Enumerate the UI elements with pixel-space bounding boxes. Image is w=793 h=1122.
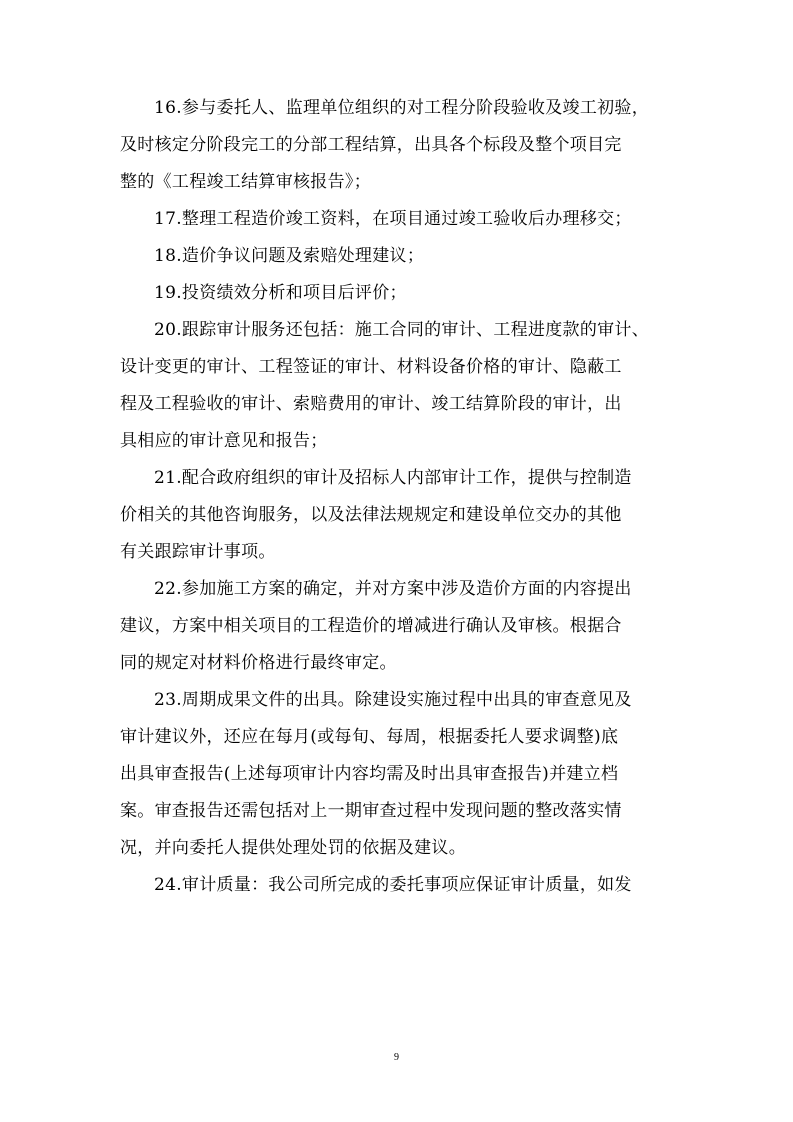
text-line: 具相应的审计意见和报告；: [120, 431, 328, 451]
text-line: 24.审计质量：我公司所完成的委托事项应保证审计质量，如发: [154, 875, 632, 895]
text-line: 同的规定对材料价格进行最终审定。: [120, 653, 397, 673]
text-line: 20.跟踪审计服务还包括：施工合同的审计、工程进度款的审计、: [154, 320, 650, 340]
paragraph-23: [120, 682, 680, 867]
text-line: 整的《工程竣工结算审核报告》；: [120, 172, 371, 192]
text-line: 况，并向委托人提供处理处罚的依据及建议。: [120, 838, 466, 858]
text-line: 19.投资绩效分析和项目后评价；: [154, 283, 407, 303]
text-line: 16.参与委托人、监理单位组织的对工程分阶段验收及竣工初验，: [154, 98, 650, 118]
text-line: 22.参加施工方案的确定，并对方案中涉及造价方面的内容提出: [154, 579, 632, 599]
page-number: 9: [394, 1052, 399, 1063]
text-line: 23.周期成果文件的出具。除建设实施过程中出具的审查意见及: [154, 690, 632, 710]
text-line: 及时核定分阶段完工的分部工程结算，出具各个标段及整个项目完: [120, 135, 622, 155]
text-line: 案。审查报告还需包括对上一期审查过程中发现问题的整改落实情: [120, 801, 622, 821]
text-line: 价相关的其他咨询服务，以及法律法规规定和建设单位交办的其他: [120, 505, 622, 525]
paragraph-19: [120, 275, 680, 312]
text-line: 程及工程验收的审计、索赔费用的审计、竣工结算阶段的审计，出: [120, 394, 622, 414]
paragraph-20: [120, 312, 680, 460]
text-line: 审计建议外，还应在每月(或每旬、每周，根据委托人要求调整)底: [120, 727, 619, 747]
text-line: 21.配合政府组织的审计及招标人内部审计工作，提供与控制造: [154, 468, 632, 488]
text-line: 出具审查报告(上述每项审计内容均需及时出具审查报告)并建立档: [120, 764, 619, 784]
paragraph-22: [120, 571, 680, 682]
text-line: 17.整理工程造价竣工资料，在项目通过竣工验收后办理移交；: [154, 209, 632, 229]
paragraph-16: [120, 90, 680, 201]
text-line: 建议，方案中相关项目的工程造价的增减进行确认及审核。根据合: [120, 616, 622, 636]
paragraph-24: [120, 867, 680, 904]
paragraph-17: [120, 201, 680, 238]
paragraph-18: [120, 238, 680, 275]
text-line: 18.造价争议问题及索赔处理建议；: [154, 246, 425, 266]
paragraph-21: [120, 460, 680, 571]
text-line: 设计变更的审计、工程签证的审计、材料设备价格的审计、隐蔽工: [120, 357, 622, 377]
text-line: 有关跟踪审计事项。: [120, 542, 276, 562]
document-body: [120, 90, 680, 904]
